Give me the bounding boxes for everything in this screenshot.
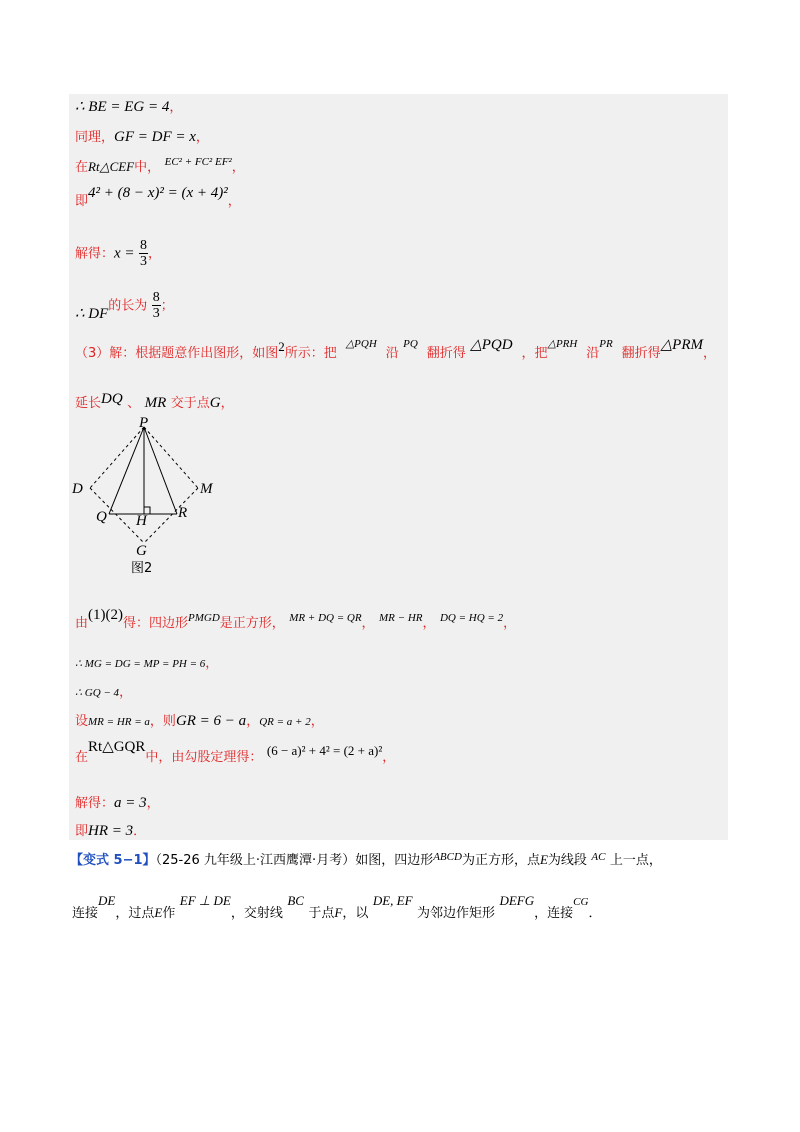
text: ， (146, 796, 160, 811)
text: 为正方形，点 (461, 853, 540, 868)
text: ， (220, 396, 234, 411)
text: 上一点， (609, 853, 662, 868)
segment-PQ (109, 427, 144, 514)
problem-line-2 (72, 893, 602, 921)
text: 设 (75, 714, 89, 729)
solution-line-7 (75, 337, 717, 362)
math: GF = DF = x (114, 129, 196, 145)
text: ，交射线 (230, 906, 283, 921)
text: 即 (75, 824, 89, 839)
solution-line-2 (75, 126, 209, 146)
text: ， (119, 685, 133, 700)
text: 为邻边作矩形 (417, 906, 496, 921)
math: 2 (278, 339, 285, 354)
solution-line-10 (75, 652, 218, 671)
math: MR + DQ = QR (289, 612, 362, 624)
math: E (539, 852, 548, 867)
text: 在 (75, 160, 89, 175)
text: ， (169, 100, 183, 115)
math: △PQH (345, 338, 377, 350)
text: ， (195, 130, 209, 145)
math: ∴ GQ − 4 (75, 687, 120, 699)
text: ， (503, 616, 517, 631)
fraction (152, 290, 161, 321)
text: 作 (162, 906, 176, 921)
math: △PRH (547, 338, 578, 350)
math: DQ (101, 391, 123, 407)
segment-PR (144, 427, 177, 514)
math: △PQD (470, 337, 513, 353)
label-Q: Q (96, 509, 107, 525)
text: 延长 (75, 396, 102, 411)
text: ， (205, 656, 219, 671)
math: E (154, 905, 163, 920)
math: DE (98, 893, 116, 908)
text: 翻折得 (426, 346, 466, 361)
solution-line-4 (75, 185, 241, 210)
fraction (139, 238, 148, 269)
text: 即 (75, 194, 89, 209)
text: ． (133, 824, 147, 839)
solution-line-15 (75, 820, 146, 840)
text: 得：四边形 (123, 616, 189, 631)
math: MR (144, 395, 167, 411)
math: (6 − a)² + 4² = (2 + a)² (266, 743, 383, 758)
solution-line-11 (75, 681, 132, 700)
math: △PRM (660, 337, 703, 353)
solution-line-1 (75, 96, 182, 116)
solution-line-13 (75, 739, 396, 766)
text: ， (703, 346, 717, 361)
label-M: M (200, 481, 213, 497)
text: 由 (75, 616, 89, 631)
solution-line-5 (75, 238, 161, 269)
math: x = (114, 245, 135, 262)
text: 于点 (308, 906, 335, 921)
text: 沿 (586, 346, 600, 361)
text: ，连接 (534, 906, 574, 921)
math: PMGD (188, 612, 220, 624)
math: DE, EF (372, 893, 413, 908)
text: 的长为 (108, 298, 148, 314)
text: ，以 (342, 906, 369, 921)
text: 是正方形， (219, 616, 285, 631)
text: （25-26 九年级上·江西鹰潭·月考）如图，四边形 (155, 853, 434, 868)
text: ． (588, 906, 602, 921)
text: 连接 (72, 906, 99, 921)
label-G: G (136, 543, 147, 559)
math: HR = 3 (88, 823, 134, 839)
solution-line-14 (75, 792, 160, 812)
math: PQ (403, 338, 418, 350)
text: 解得： (75, 246, 115, 262)
math: AC (591, 851, 606, 863)
text: ， (227, 194, 241, 209)
solution-line-3 (75, 156, 245, 175)
label-H: H (136, 513, 147, 529)
segment-MG (144, 488, 198, 543)
denominator: 3 (152, 306, 160, 321)
text: 中，由勾股定理得： (145, 750, 263, 765)
math: ABCD (433, 851, 462, 863)
math: EC² + FC² EF² (164, 156, 232, 168)
text: ， (148, 246, 162, 262)
text: ，把 (521, 346, 548, 361)
math: DEFG (499, 893, 535, 908)
label-P: P (139, 415, 149, 431)
math: 4² + (8 − x)² = (x + 4)² (88, 185, 228, 201)
math: CG (573, 896, 589, 908)
math: DQ = HQ = 2 (439, 612, 504, 624)
numerator: 8 (152, 290, 160, 305)
math: ∴ DF (75, 305, 109, 322)
solution-line-9 (75, 607, 517, 632)
text: ， (246, 714, 260, 729)
text: 沿 (385, 346, 399, 361)
text: ，过点 (115, 906, 155, 921)
text: 翻折得 (621, 346, 661, 361)
text: 交于点 (170, 396, 210, 411)
math: F (334, 905, 343, 920)
math: G (209, 395, 221, 411)
text: 为线段 (547, 853, 587, 868)
text: 所示：把 (284, 346, 337, 361)
math: PR (599, 338, 613, 350)
text: 中， (134, 160, 161, 175)
label-R: R (178, 505, 188, 521)
text: ，则 (149, 714, 176, 729)
text: 解得： (75, 796, 115, 811)
geometry-figure (70, 415, 230, 581)
text: ， (361, 616, 375, 631)
math: Rt△GQR (88, 739, 146, 755)
math: GR = 6 − a (175, 713, 247, 729)
segment-PM (144, 427, 198, 488)
math: QR = a + 2 (259, 716, 311, 728)
math: a = 3 (114, 795, 147, 811)
segment-PD (90, 427, 144, 488)
text: ， (422, 616, 436, 631)
solution-line-8 (75, 392, 234, 412)
text: 、 (127, 396, 141, 411)
label-D: D (72, 481, 83, 497)
solution-line-12 (75, 710, 324, 730)
text: ； (160, 298, 174, 314)
text: ， (382, 750, 396, 765)
solution-line-6 (75, 290, 174, 321)
math: ∴ MG = DG = MP = PH = 6 (75, 658, 206, 670)
denominator: 3 (140, 254, 147, 269)
math: BC (287, 893, 304, 908)
math: EF ⊥ DE (179, 893, 231, 908)
problem-tag: 【变式 5−1】 (70, 853, 156, 868)
text: ， (310, 714, 324, 729)
text: ， (231, 160, 245, 175)
math: Rt△CEF (88, 159, 135, 174)
text: （3）解：根据题意作出图形，如图 (75, 346, 279, 361)
numerator: 8 (140, 238, 147, 253)
text: 同理， (75, 130, 115, 145)
math: MR = HR = a (88, 716, 150, 728)
figure-caption: 图2 (131, 561, 153, 576)
math: MR − HR (379, 612, 423, 624)
math: ∴ BE = EG = 4 (75, 99, 170, 115)
problem-line-1 (70, 849, 662, 868)
text: 在 (75, 750, 89, 765)
math: (1)(2) (88, 607, 123, 623)
